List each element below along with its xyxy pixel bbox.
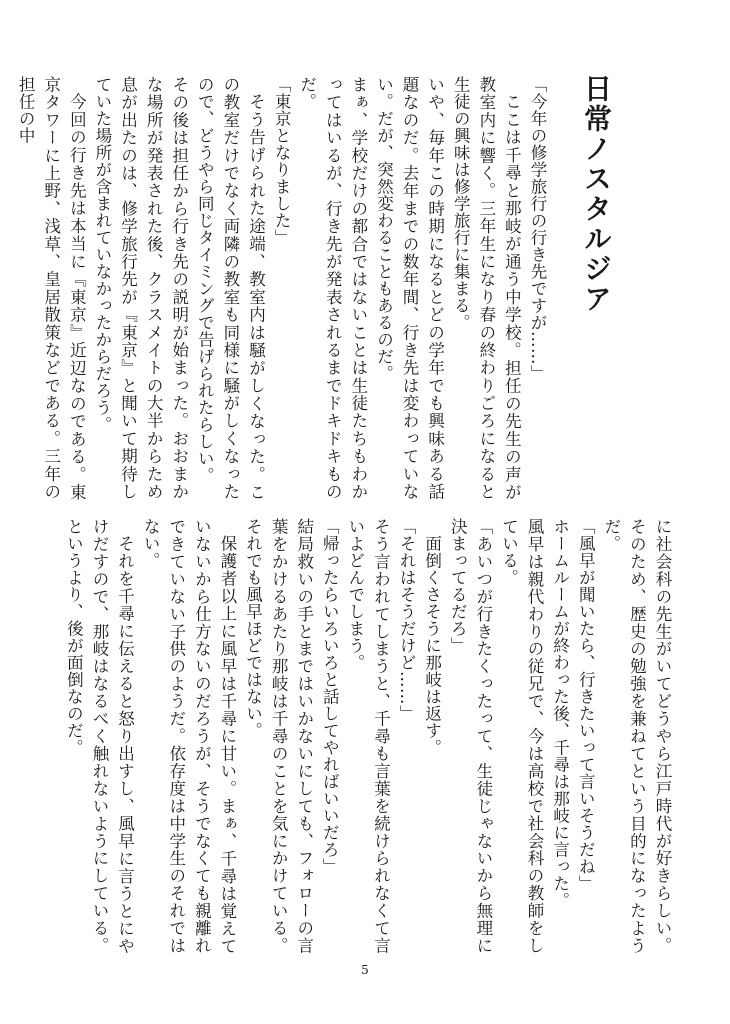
chapter-title: 日常ノスタルジア (580, 74, 613, 314)
paragraph: 風早は親代わりの従兄で、今は高校で社会科の教師をしている。 (499, 518, 545, 954)
text-column-bottom (64, 518, 675, 955)
paragraph: 結局救いの手とまではいかないにしても、フォローの言葉をかけるあたり那岐は千尋のことを気にかけている。それでも風早ほどではない。 (243, 518, 314, 954)
paragraph: いや、毎年この時期になるとどの学年でも興味ある話題なのだ。去年までの数年間、行き先は変わっていない。だが、突然変わることもあるのだ。 (374, 76, 445, 500)
paragraph: ホームルームが終わった後、千尋は那岐に言った。 (550, 518, 570, 909)
paragraph: そう告げられた途端、教室内は騒がしくなった。この教室だけでなく両隣の教室も同様に騒がしくなったので、どうやら同じタイミングで告げられたらしい。 (195, 76, 266, 500)
paragraph: その後は担任から行き先の説明が始まった。おおまかな場所が発表された後、クラスメイトの大半からため息が出たのは、修学旅行先が『東京』と聞いて期待していた場所が含まれていなかったからだろう。 (92, 76, 189, 500)
paragraph: 今回の行き先は本当に『東京』近辺なのである。東京タワーに上野、浅草、皇居散策などである。三年の担任の中 (16, 76, 87, 500)
paragraph: 「それはそうだけど……」 (397, 518, 417, 722)
paragraph: まぁ、学校だけの都合ではないことは生徒たちもわかってはいるが、行き先が発表されるまでドキドキものだ。 (297, 76, 368, 500)
text-column-top (16, 76, 550, 500)
paragraph: そう言われてしまうと、千尋も言葉を続けられなくて言いよどんでしまう。 (345, 518, 391, 954)
paragraph: に社会科の先生がいてどうやら江戸時代が好きらしい。そのため、歴史の勉強を兼ねてという目的になったようだ。 (601, 518, 672, 954)
page-number: 5 (361, 963, 369, 977)
paragraph: 「今年の修学旅行の行き先ですが……」 (528, 76, 547, 382)
paragraph: 「あいつが行きたくったって、生徒じゃないから無理に決まってるだろ」 (448, 518, 493, 954)
paragraph: それを千尋に伝えると怒り出すし、風早に言うとにやけだすので、那岐はなるべく触れないようにしている。というより、後が面倒なのだ。 (64, 518, 135, 954)
paragraph: 面倒くさそうに那岐は返す。 (422, 534, 442, 756)
paragraph: 「帰ったらいろいろと話してやればいいだろ」 (320, 518, 340, 875)
paragraph: 「風早が聞いたら、行きたいって言いそうだね」 (576, 518, 596, 892)
paragraph: 「東京となりました」 (272, 76, 292, 246)
paragraph: 保護者以上に風早は千尋に甘い。まぁ、千尋は覚えていないから仕方ないのだろうが、そうでなくても親離れできていない子供のようだ。依存度は中学生のそれではない。 (141, 518, 237, 955)
paragraph: ここは千尋と那岐が通う中学校。担任の先生の声が教室内に響く。三年生になり春の終わりごろになると生徒の興味は修学旅行に集まる。 (451, 76, 522, 500)
